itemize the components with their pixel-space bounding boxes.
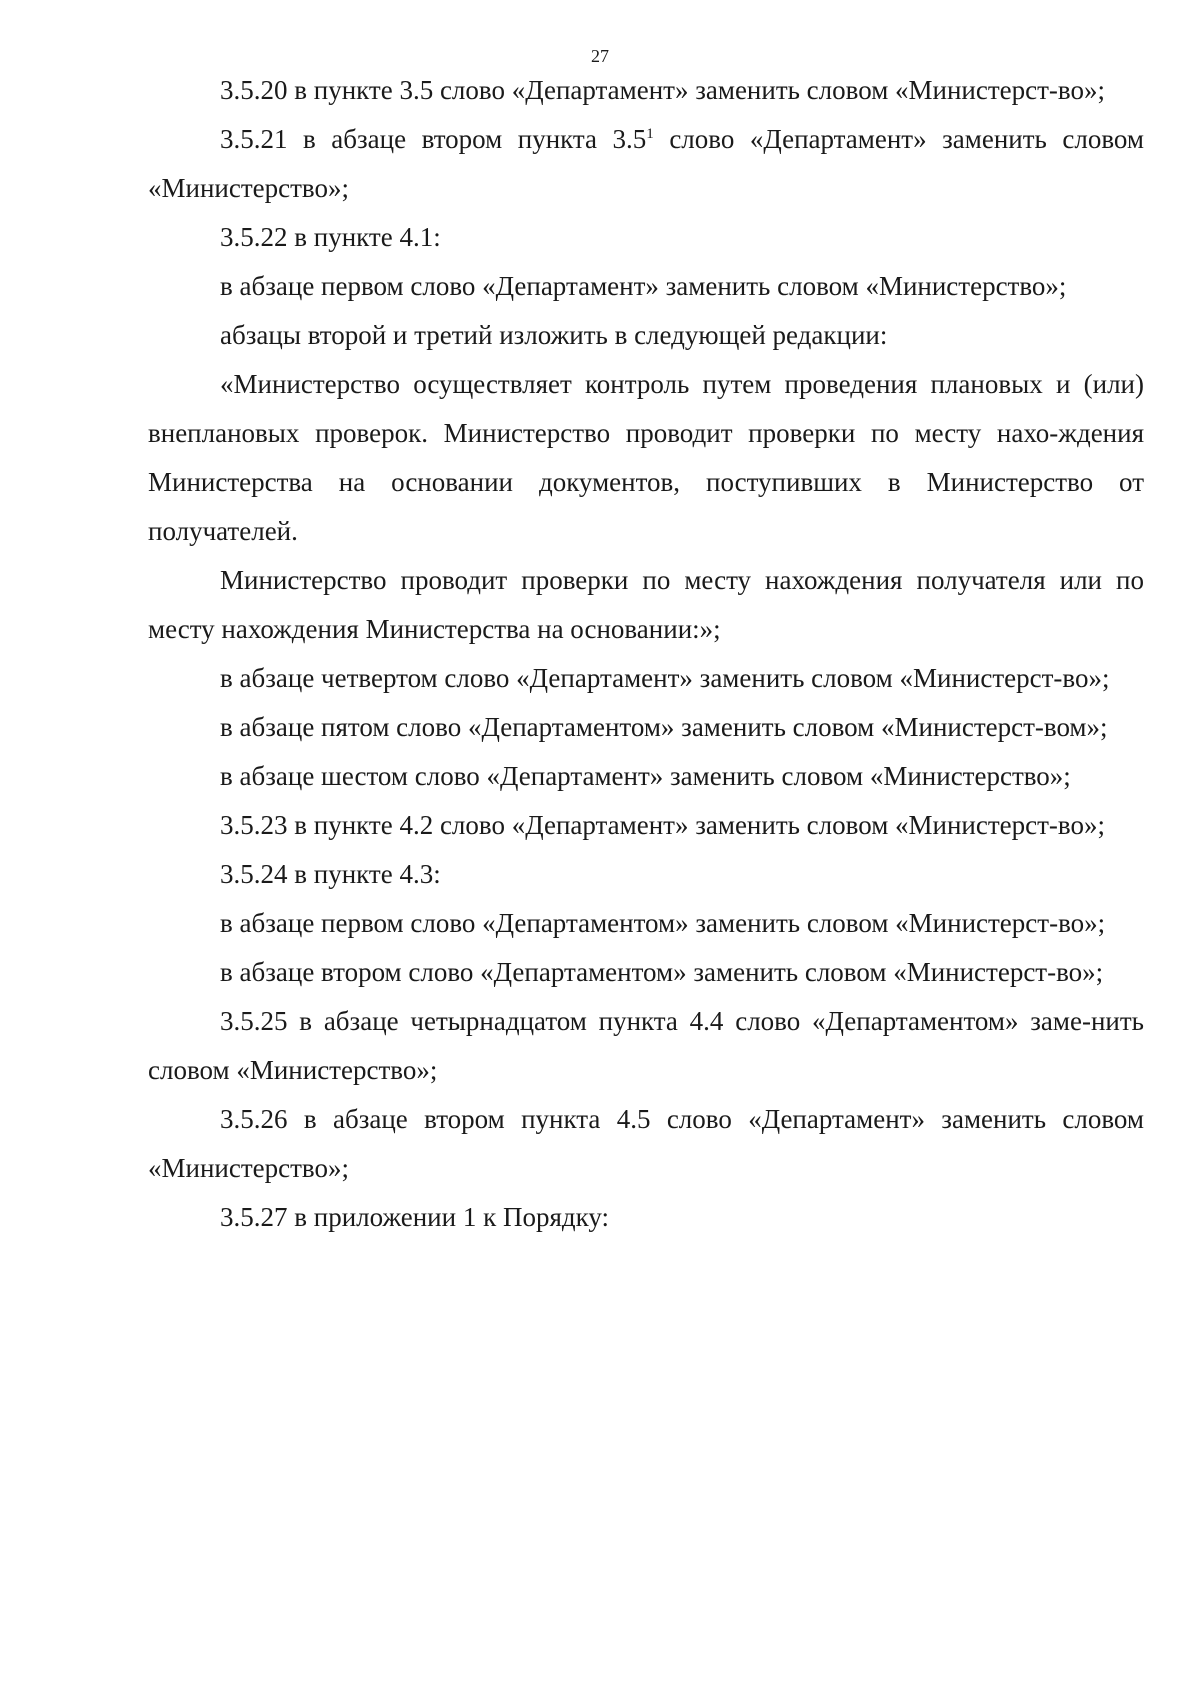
paragraph-abzac-sixth: в абзаце шестом слово «Департамент» заменить словом «Министерство»;: [220, 761, 1071, 791]
document-body: [148, 66, 1144, 1242]
paragraph-3-5-21: [148, 115, 1144, 213]
paragraph-text: 3.5.21 в абзаце втором пункта 3.5: [220, 124, 647, 154]
superscript: 1: [646, 126, 654, 142]
paragraph-3-5-23: 3.5.23 в пункте 4.2 слово «Департамент» заменить словом «Министерст-во»;: [220, 810, 1105, 840]
paragraph-quote-checks: Министерство проводит проверки по месту нахождения получателя или по месту нахождения Министерства на основании:»;: [148, 565, 1144, 644]
paragraph-4-3-first: в абзаце первом слово «Департаментом» заменить словом «Министерст-во»;: [220, 908, 1106, 938]
paragraph-abzac-first: в абзаце первом слово «Департамент» заменить словом «Министерство»;: [220, 271, 1067, 301]
paragraph-3-5-20: 3.5.20 в пункте 3.5 слово «Департамент» заменить словом «Министерст-во»;: [220, 75, 1105, 105]
paragraph-3-5-26: 3.5.26 в абзаце втором пункта 4.5 слово «Департамент» заменить словом «Министерство»;: [148, 1104, 1144, 1183]
paragraph-abzacy-second-third: абзацы второй и третий изложить в следующей редакции:: [220, 320, 888, 350]
paragraph-3-5-25: 3.5.25 в абзаце четырнадцатом пункта 4.4 слово «Департаментом» заме-нить словом «Министерство»;: [148, 1006, 1144, 1085]
paragraph-4-3-second: в абзаце втором слово «Департаментом» заменить словом «Министерст-во»;: [220, 957, 1104, 987]
paragraph-abzac-fifth: в абзаце пятом слово «Департаментом» заменить словом «Министерст-вом»;: [220, 712, 1108, 742]
paragraph-quote-control: «Министерство осуществляет контроль путем проведения плановых и (или) внеплановых проверок. Министерство проводит проверки по месту нахо-ждения Министерства на основании документов, поступивших в Министерство от получателей.: [148, 369, 1144, 546]
page-number: 27: [591, 46, 609, 66]
paragraph-3-5-24: 3.5.24 в пункте 4.3:: [220, 859, 441, 889]
paragraph-3-5-27: 3.5.27 в приложении 1 к Порядку:: [220, 1202, 609, 1232]
paragraph-3-5-22: 3.5.22 в пункте 4.1:: [220, 222, 441, 252]
paragraph-abzac-fourth: в абзаце четвертом слово «Департамент» заменить словом «Министерст-во»;: [220, 663, 1110, 693]
paragraph-text: слово «Департамент» заменить словом «Министерство»;: [148, 124, 1144, 203]
